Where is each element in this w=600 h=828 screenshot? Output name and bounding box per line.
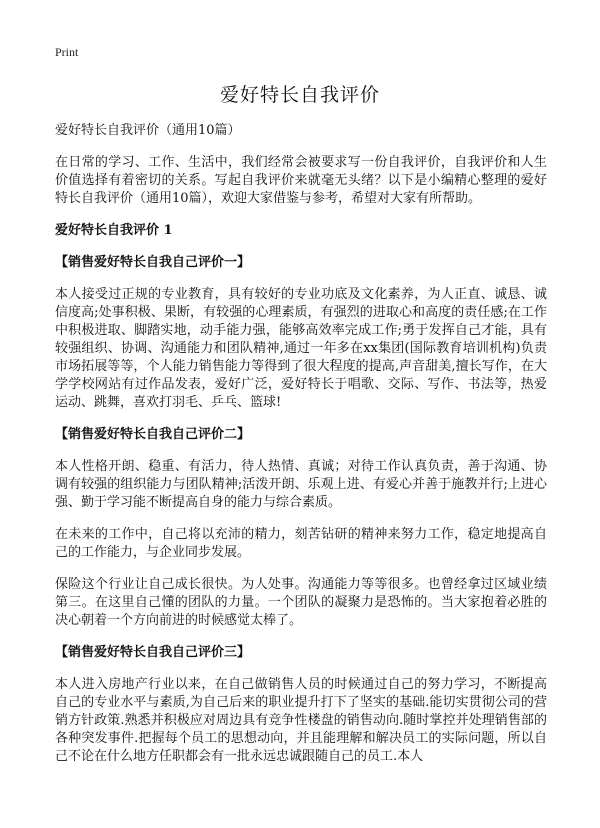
document-subtitle: 爱好特长自我评价（通用10篇） — [55, 123, 241, 138]
section-title: 爱好特长自我评价 1 — [55, 223, 173, 238]
section-heading-3: 【销售爱好特长自我自己评价三】 — [55, 645, 251, 660]
section-2-paragraph-2: 在未来的工作中，自己将以充沛的精力，刻苦钻研的精神来努力工作，稳定地提高自己的工作能力，与企业同步发展。 — [55, 527, 547, 560]
document-title: 爱好特长自我评价 — [219, 84, 380, 106]
section-heading-2: 【销售爱好特长自我自己评价二】 — [55, 427, 251, 442]
print-link[interactable]: Print — [55, 45, 79, 59]
section-2-paragraph-1: 本人性格开朗、稳重、有活力，待人热情、真诚；对待工作认真负责，善于沟通、协调有较强的组织能力与团队精神;活泼开朗、乐观上进、有爱心并善于施教并行;上进心强、勤于学习能不断提高自身的能力与综合素质。 — [55, 459, 547, 510]
section-2-paragraph-3: 保险这个行业让自己成长很快。为人处事。沟通能力等等很多。也曾经拿过区域业绩第三。在这里自己懂的团队的力量。一个团队的凝聚力是恐怖的。当大家抱着必胜的决心朝着一个方向前进的时候感觉太棒了。 — [55, 577, 547, 628]
section-1-paragraph: 本人接受过正规的专业教育，具有较好的专业功底及文化素养，为人正直、诚恳、诚信度高;处事积极、果断，有较强的心理素质，有强烈的进取心和高度的责任感;在工作中积极进取、脚踏实地，动手能力强，能够高效率完成工作;勇于发挥自己才能，具有较强组织、协调、沟通能力和团队精神,通过一年多在xx集团(国际教育培训机构)负责市场拓展等等，个人能力销售能力等得到了很大程度的提高,声音甜美,擅长写作，在大学学校网站有过作品发表，爱好广泛，爱好特长于唱歌、交际、写作、书法等，热爱运动、跳舞，喜欢打羽毛、乒乓、篮球! — [55, 287, 547, 410]
section-3-paragraph: 本人进入房地产行业以来，在自己做销售人员的时候通过自己的努力学习，不断提高自己的专业水平与素质,为自己后来的职业提升打下了坚实的基础.能切实贯彻公司的营销方针政策.熟悉并积极应对周边具有竞争性楼盘的销售动向.随时掌控并处理销售部的各种突发事件.把握每个员工的思想动向，并且能理解和解决员工的实际问题，所以自己不论在什么地方任职都会有一批永远忠诚跟随自己的员工.本人 — [55, 677, 547, 764]
document-body — [55, 122, 547, 780]
intro-paragraph: 在日常的学习、工作、生活中，我们经常会被要求写一份自我评价，自我评价和人生价值选择有着密切的关系。写起自我评价来就毫无头绪？以下是小编精心整理的爱好特长自我评价（通用10篇），欢迎大家借鉴与参考，希望对大家有所帮助。 — [55, 155, 547, 206]
section-heading-1: 【销售爱好特长自我自己评价一】 — [55, 255, 251, 270]
